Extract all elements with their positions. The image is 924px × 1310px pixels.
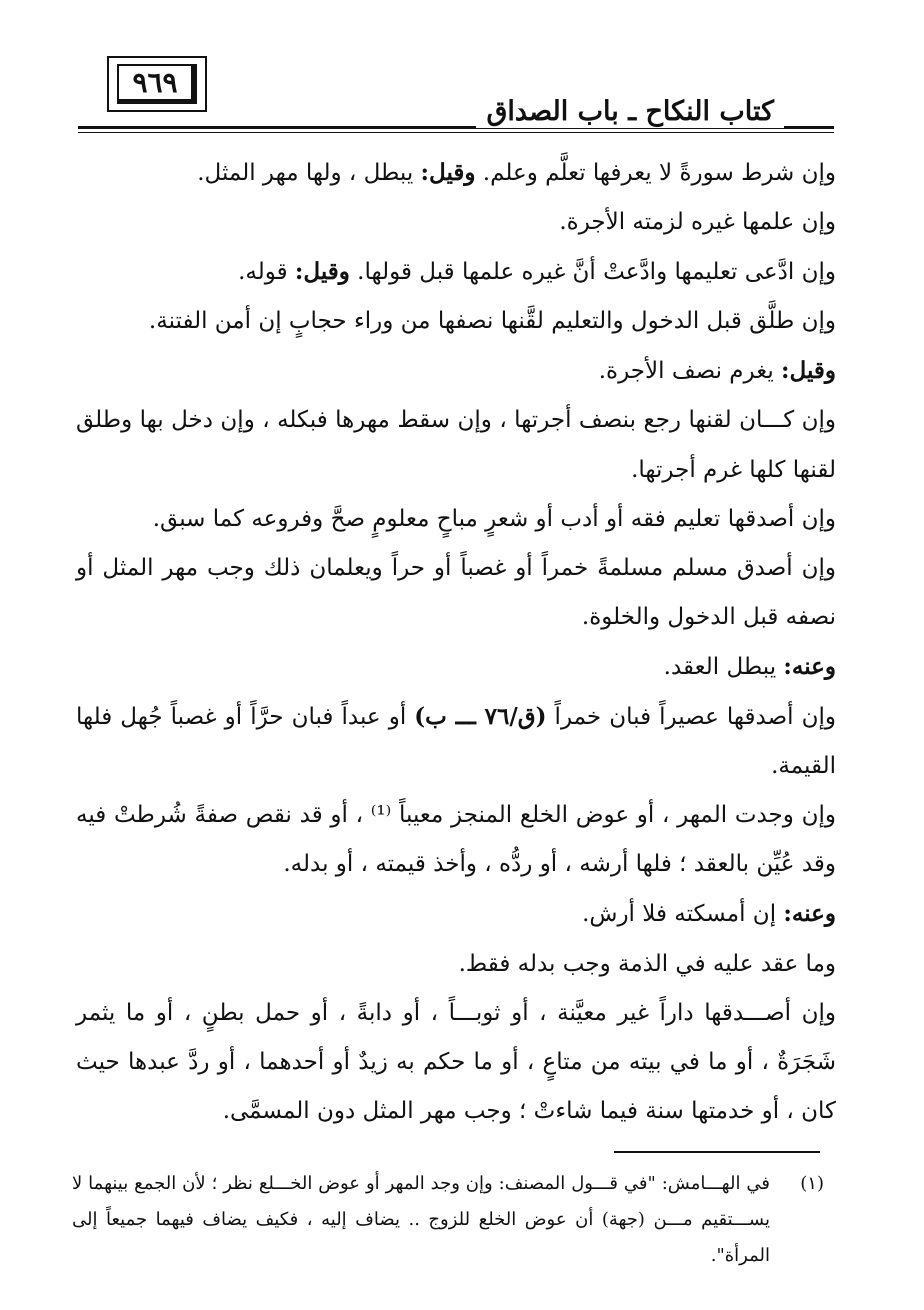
bold-term: (ق/٧٦ ـــ ب): [414, 703, 547, 731]
paragraph: [76, 642, 836, 692]
bold-term: وقيل:: [420, 159, 476, 186]
header-title: [476, 96, 784, 128]
paragraph: [76, 148, 836, 198]
bold-term: وقيل:: [781, 357, 836, 385]
paragraph-text: يبطل ، ولها مهر المثل.: [197, 160, 421, 186]
paragraph-text: وإن ادَّعى تعليمها وادَّعتْ أنَّ غيره علمها قبل قولها.: [349, 259, 836, 286]
paragraph-text: وإن علمها غيره لزمته الأجرة.: [559, 209, 836, 236]
paragraph: [76, 247, 836, 297]
paragraph-text: يبطل العقد.: [663, 653, 784, 680]
paragraph-text: وإن شرط سورةً لا يعرفها تعلَّم وعلم.: [475, 160, 836, 186]
paragraph-text: وإن كـــان لقنها رجع بنصف أجرتها ، وإن سقط مهرها فبكله ، وإن دخل بها وطلق لقنها كلها غرم أجرتها.: [76, 407, 836, 483]
paragraph-text: وإن أصدقها تعليم فقه أو أدب أو شعرٍ مباحٍ معلومٍ صحَّ وفروعه كما سبق.: [152, 505, 836, 532]
bold-term: وعنه:: [783, 652, 836, 680]
paragraph-text: قوله.: [238, 259, 295, 286]
paragraph-text: أو عبداً فبان حرَّاً أو غصباً جُهل فلها القيمة.: [76, 704, 836, 780]
paragraph: [76, 297, 836, 346]
paragraph: [76, 989, 836, 1136]
running-header: [78, 94, 834, 134]
main-text: [76, 148, 836, 1136]
paragraph: [76, 544, 836, 642]
footnote-text: في الهـــامش: "في قـــول المصنف: وإن وجد المهر أو عوض الخـــلع نظر ؛ لأن الجمع بينهما لا يســـتقيم مـــن (جهة) أن عوض الخلع للزوج .. يضاف إليه ، فكيف يضاف فيهما جميعاً إلى المرأة".: [72, 1173, 770, 1266]
paragraph: [76, 692, 836, 791]
paragraph-text: وإن أصدقها عصيراً فبان خمراً: [546, 704, 836, 731]
bold-term: وعنه:: [783, 900, 836, 928]
header-title-text: كتاب النكاح ـ باب الصداق: [486, 96, 774, 127]
paragraph-text: وإن طلَّق قبل الدخول والتعليم لقَّنها نصفها من وراء حجابٍ إن أمن الفتنة.: [148, 308, 836, 335]
page-number: ٩٦٩: [117, 64, 197, 104]
paragraph-text: وإن أصـــدقها داراً غير معيَّنة ، أو ثوبـــاً ، أو دابةً ، أو حمل بطنٍ ، أو ما يثمر شَجَرَةٌ ، أو ما في بيته من متاعٍ ، أو ما حكم به زيدٌ أو أحدهما ، أو ردَّ عبدها حيث كان ، أو خدمتها سنة فيما شاءتْ ؛ وجب مهر المثل دون المسمَّى.: [76, 999, 836, 1124]
bold-term: وقيل:: [294, 258, 350, 286]
footnote-mark: (١): [800, 1173, 824, 1194]
header-rule-thin: [78, 132, 834, 133]
paragraph: [76, 396, 836, 494]
paragraph-text: وما عقد عليه في الذمة وجب بدله فقط.: [458, 950, 836, 977]
paragraph-text: يغرم نصف الأجرة.: [598, 358, 782, 385]
paragraph: [76, 198, 836, 247]
paragraph-text: وإن وجدت المهر ، أو عوض الخلع المنجز معيباً ⁽¹⁾ ، أو قد نقص صفةً شُرطتْ فيه وقد عُيِّن بالعقد ؛ فلها أرشه ، أو ردُّه ، وأخذ قيمته ، أو بدله.: [76, 802, 836, 878]
paragraph: [76, 495, 836, 544]
paragraph: [76, 889, 836, 939]
footnote-separator: [614, 1151, 820, 1153]
paragraph-text: إن أمسكته فلا أرش.: [582, 901, 784, 928]
footnote: [72, 1166, 824, 1274]
paragraph: [76, 791, 836, 889]
paragraph-text: وإن أصدق مسلم مسلمةً خمراً أو غصباً أو حراً ويعلمان ذلك وجب مهر المثل أو نصفه قبل الدخول والخلوة.: [76, 554, 836, 630]
paragraph: [76, 940, 836, 989]
paragraph: [76, 346, 836, 396]
